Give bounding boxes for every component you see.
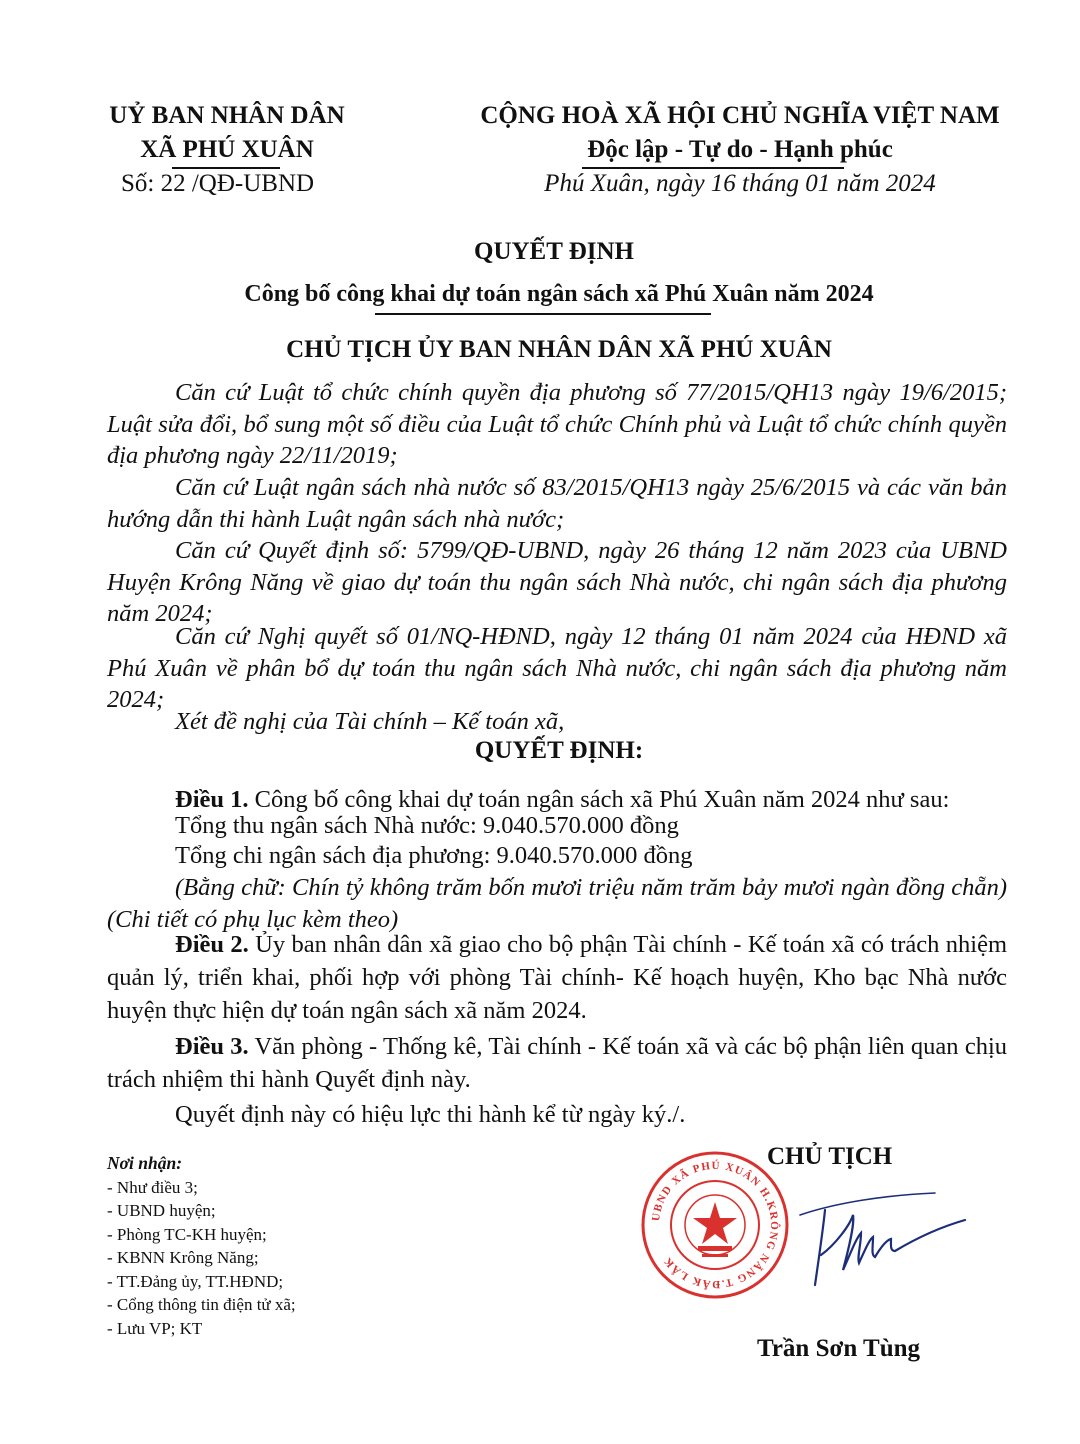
article-1: Điều 1. Công bố công khai dự toán ngân sách xã Phú Xuân năm 2024 như sau: [175,786,950,813]
total-expenditure: Tổng chi ngân sách địa phương: 9.040.570.000 đồng [175,842,693,869]
total-revenue: Tổng thu ngân sách Nhà nước: 9.040.570.000 đồng [175,812,679,839]
recipients-list [107,1152,296,1340]
official-seal [640,1150,790,1300]
document-number: Số: 22 /QĐ-UBND [121,170,315,197]
legal-basis-3: Căn cứ Quyết định số: 5799/QĐ-UBND, ngày 26 tháng 12 năm 2023 của UBND Huyện Krông Năng về giao dự toán thu ngân sách Nhà nước, chi ngân sách địa phương năm 2024; [107,537,1007,627]
legal-basis-5: Xét đề nghị của Tài chính – Kế toán xã, [175,708,565,735]
legal-basis-2: Căn cứ Luật ngân sách nhà nước số 83/2015/QH13 ngày 25/6/2015 và các văn bản hướng dẫn thi hành Luật ngân sách nhà nước; [107,474,1007,533]
recipient-item: - UBND huyện; [107,1201,216,1220]
recipient-item: - KBNN Krông Năng; [107,1248,259,1267]
amount-in-words: (Bằng chữ: Chín tỷ không trăm bốn mươi triệu năm trăm bảy mươi ngàn đồng chẵn)(Chi tiết có phụ lục kèm theo) [107,874,1007,933]
recipient-item: - Lưu VP; KT [107,1318,203,1338]
commune-name: XÃ PHÚ XUÂN [140,136,314,163]
place-date: Phú Xuân, ngày 16 tháng 01 năm 2024 [544,170,936,197]
recipient-item: - TT.Đảng ủy, TT.HĐND; [107,1271,284,1291]
effective-clause: Quyết định này có hiệu lực thi hành kể từ ngày ký./. [175,1101,686,1128]
recipient-item: - Cổng thông tin điện tử xã; [107,1295,296,1314]
document-subtitle: Công bố công khai dự toán ngân sách xã Phú Xuân năm 2024 [244,281,874,307]
authority-heading: CHỦ TỊCH ỦY BAN NHÂN DÂN XÃ PHÚ XUÂN [286,336,832,363]
document-title: QUYẾT ĐỊNH [474,238,634,265]
article-2: Điều 2. Ủy ban nhân dân xã giao cho bộ phận Tài chính - Kế toán xã có trách nhiệm quản lý, triển khai, phối hợp với phòng Tài chính- Kế hoạch huyện, Kho bạc Nhà nước huyện thực hiện dự toán ngân sách xã năm 2024. [107,931,1007,1024]
seal-text: UBND XÃ PHÚ XUÂN H.KRÔNG NĂNG T.ĐẮK LẮK [650,1159,781,1291]
recipients-heading: Nơi nhận: [107,1153,183,1173]
legal-basis-4: Căn cứ Nghị quyết số 01/NQ-HĐND, ngày 12 tháng 01 năm 2024 của HĐND xã Phú Xuân về phân bổ dự toán thu ngân sách Nhà nước, chi ngân sách địa phương năm 2024; [107,623,1007,713]
article-3: Điều 3. Văn phòng - Thống kê, Tài chính - Kế toán xã và các bộ phận liên quan chịu trách nhiệm thi hành Quyết định này. [107,1033,1007,1093]
legal-basis-1: Căn cứ Luật tổ chức chính quyền địa phương số 77/2015/QH13 ngày 19/6/2015; Luật sửa đổi, bổ sung một số điều của Luật tổ chức Chính phủ và Luật tổ chức chính quyền địa phương ngày 22/11/2019; [107,379,1007,469]
signature-title: CHỦ TỊCH [767,1143,893,1170]
recipient-item: - Như điều 3; [107,1177,198,1197]
header-left-rule [172,167,280,169]
recipient-item: - Phòng TC-KH huyện; [107,1224,267,1244]
signature-scribble [795,1185,975,1300]
header-right-rule [582,167,844,169]
decision-heading: QUYẾT ĐỊNH: [474,737,644,764]
agency-name: UỶ BAN NHÂN DÂN [109,102,345,129]
subtitle-rule [375,313,711,315]
signer-name: Trần Sơn Tùng [757,1335,921,1362]
national-title: CỘNG HOÀ XÃ HỘI CHỦ NGHĨA VIỆT NAM [480,102,1000,129]
national-motto: Độc lập - Tự do - Hạnh phúc [587,136,893,163]
